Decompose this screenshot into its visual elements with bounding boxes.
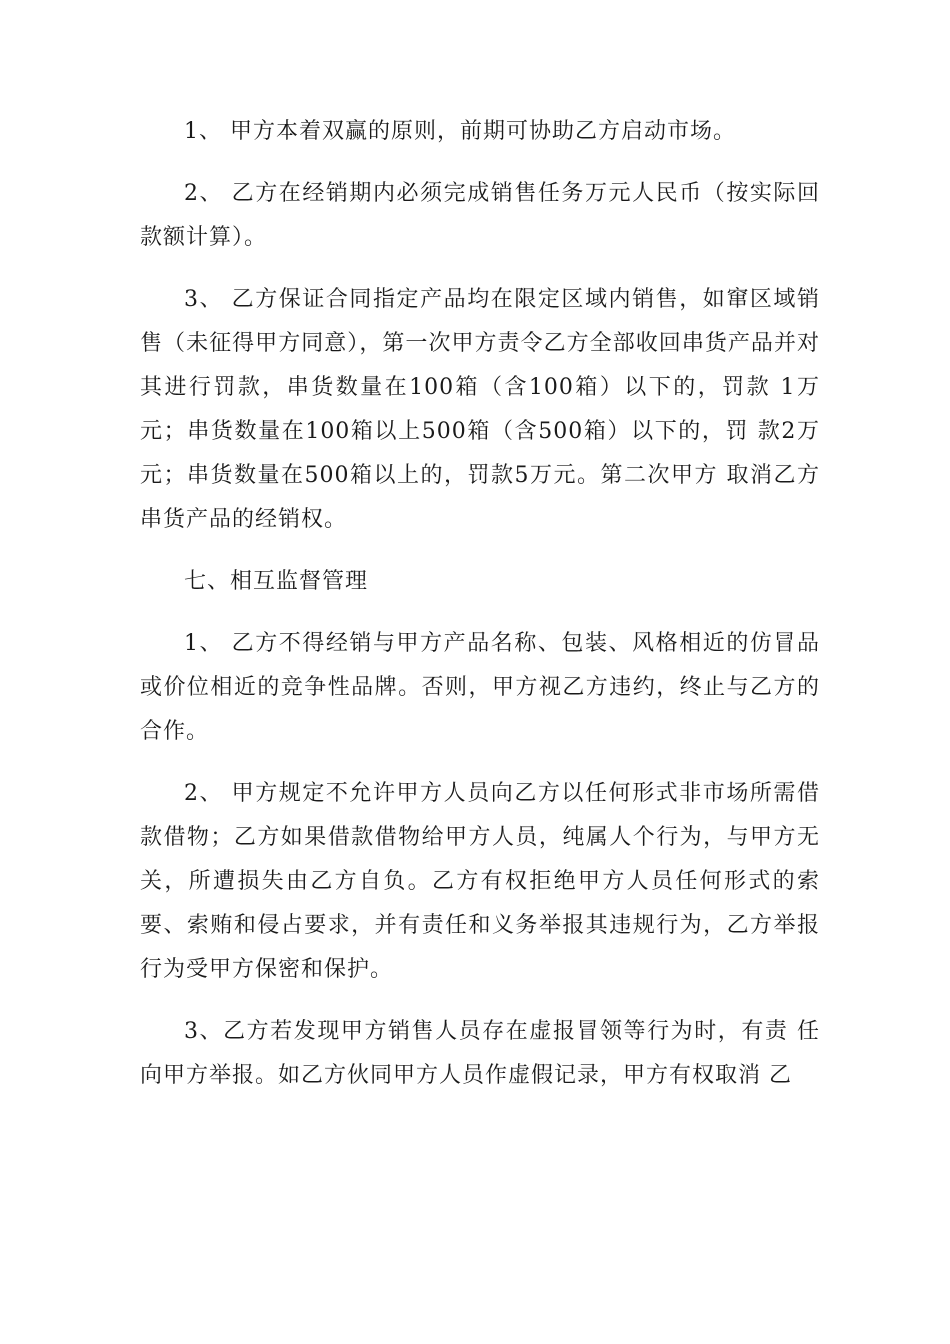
- paragraph-supervision-3: 3、乙方若发现甲方销售人员存在虚报冒领等行为时，有责 任向甲方举报。如乙方伙同甲方人员作虚假记录，甲方有权取消 乙: [140, 1019, 820, 1088]
- paragraph-supervision-1: 1、 乙方不得经销与甲方产品名称、包装、风格相近的仿冒品或价位相近的竞争性品牌。否则，甲方视乙方违约，终止与乙方的合作。: [140, 631, 820, 744]
- paragraph-clause-2: 2、 乙方在经销期内必须完成销售任务万元人民币（按实际回款额计算）。: [140, 181, 820, 250]
- section-heading-mutual-supervision: 七、相互监督管理: [184, 569, 369, 594]
- document-body: [140, 110, 820, 1098]
- paragraph-clause-3: 3、 乙方保证合同指定产品均在限定区域内销售，如窜区域销售（未征得甲方同意），第一次甲方责令乙方全部收回串货产品并对其进行罚款，串货数量在100箱（含100箱）以下的，罚款 1万元；串货数量在100箱以上500箱（含500箱）以下的，罚 款2万元；串货数量在500箱以上的，罚款5万元。第二次甲方 取消乙方串货产品的经销权。: [140, 287, 820, 532]
- paragraph-supervision-2: 2、 甲方规定不允许甲方人员向乙方以任何形式非市场所需借款借物；乙方如果借款借物给甲方人员，纯属人个行为，与甲方无关，所遭损失由乙方自负。乙方有权拒绝甲方人员任何形式的索要、索贿和侵占要求，并有责任和义务举报其违规行为，乙方举报行为受甲方保密和保护。: [140, 781, 820, 982]
- paragraph-clause-1: 1、 甲方本着双赢的原则，前期可协助乙方启动市场。: [184, 119, 736, 144]
